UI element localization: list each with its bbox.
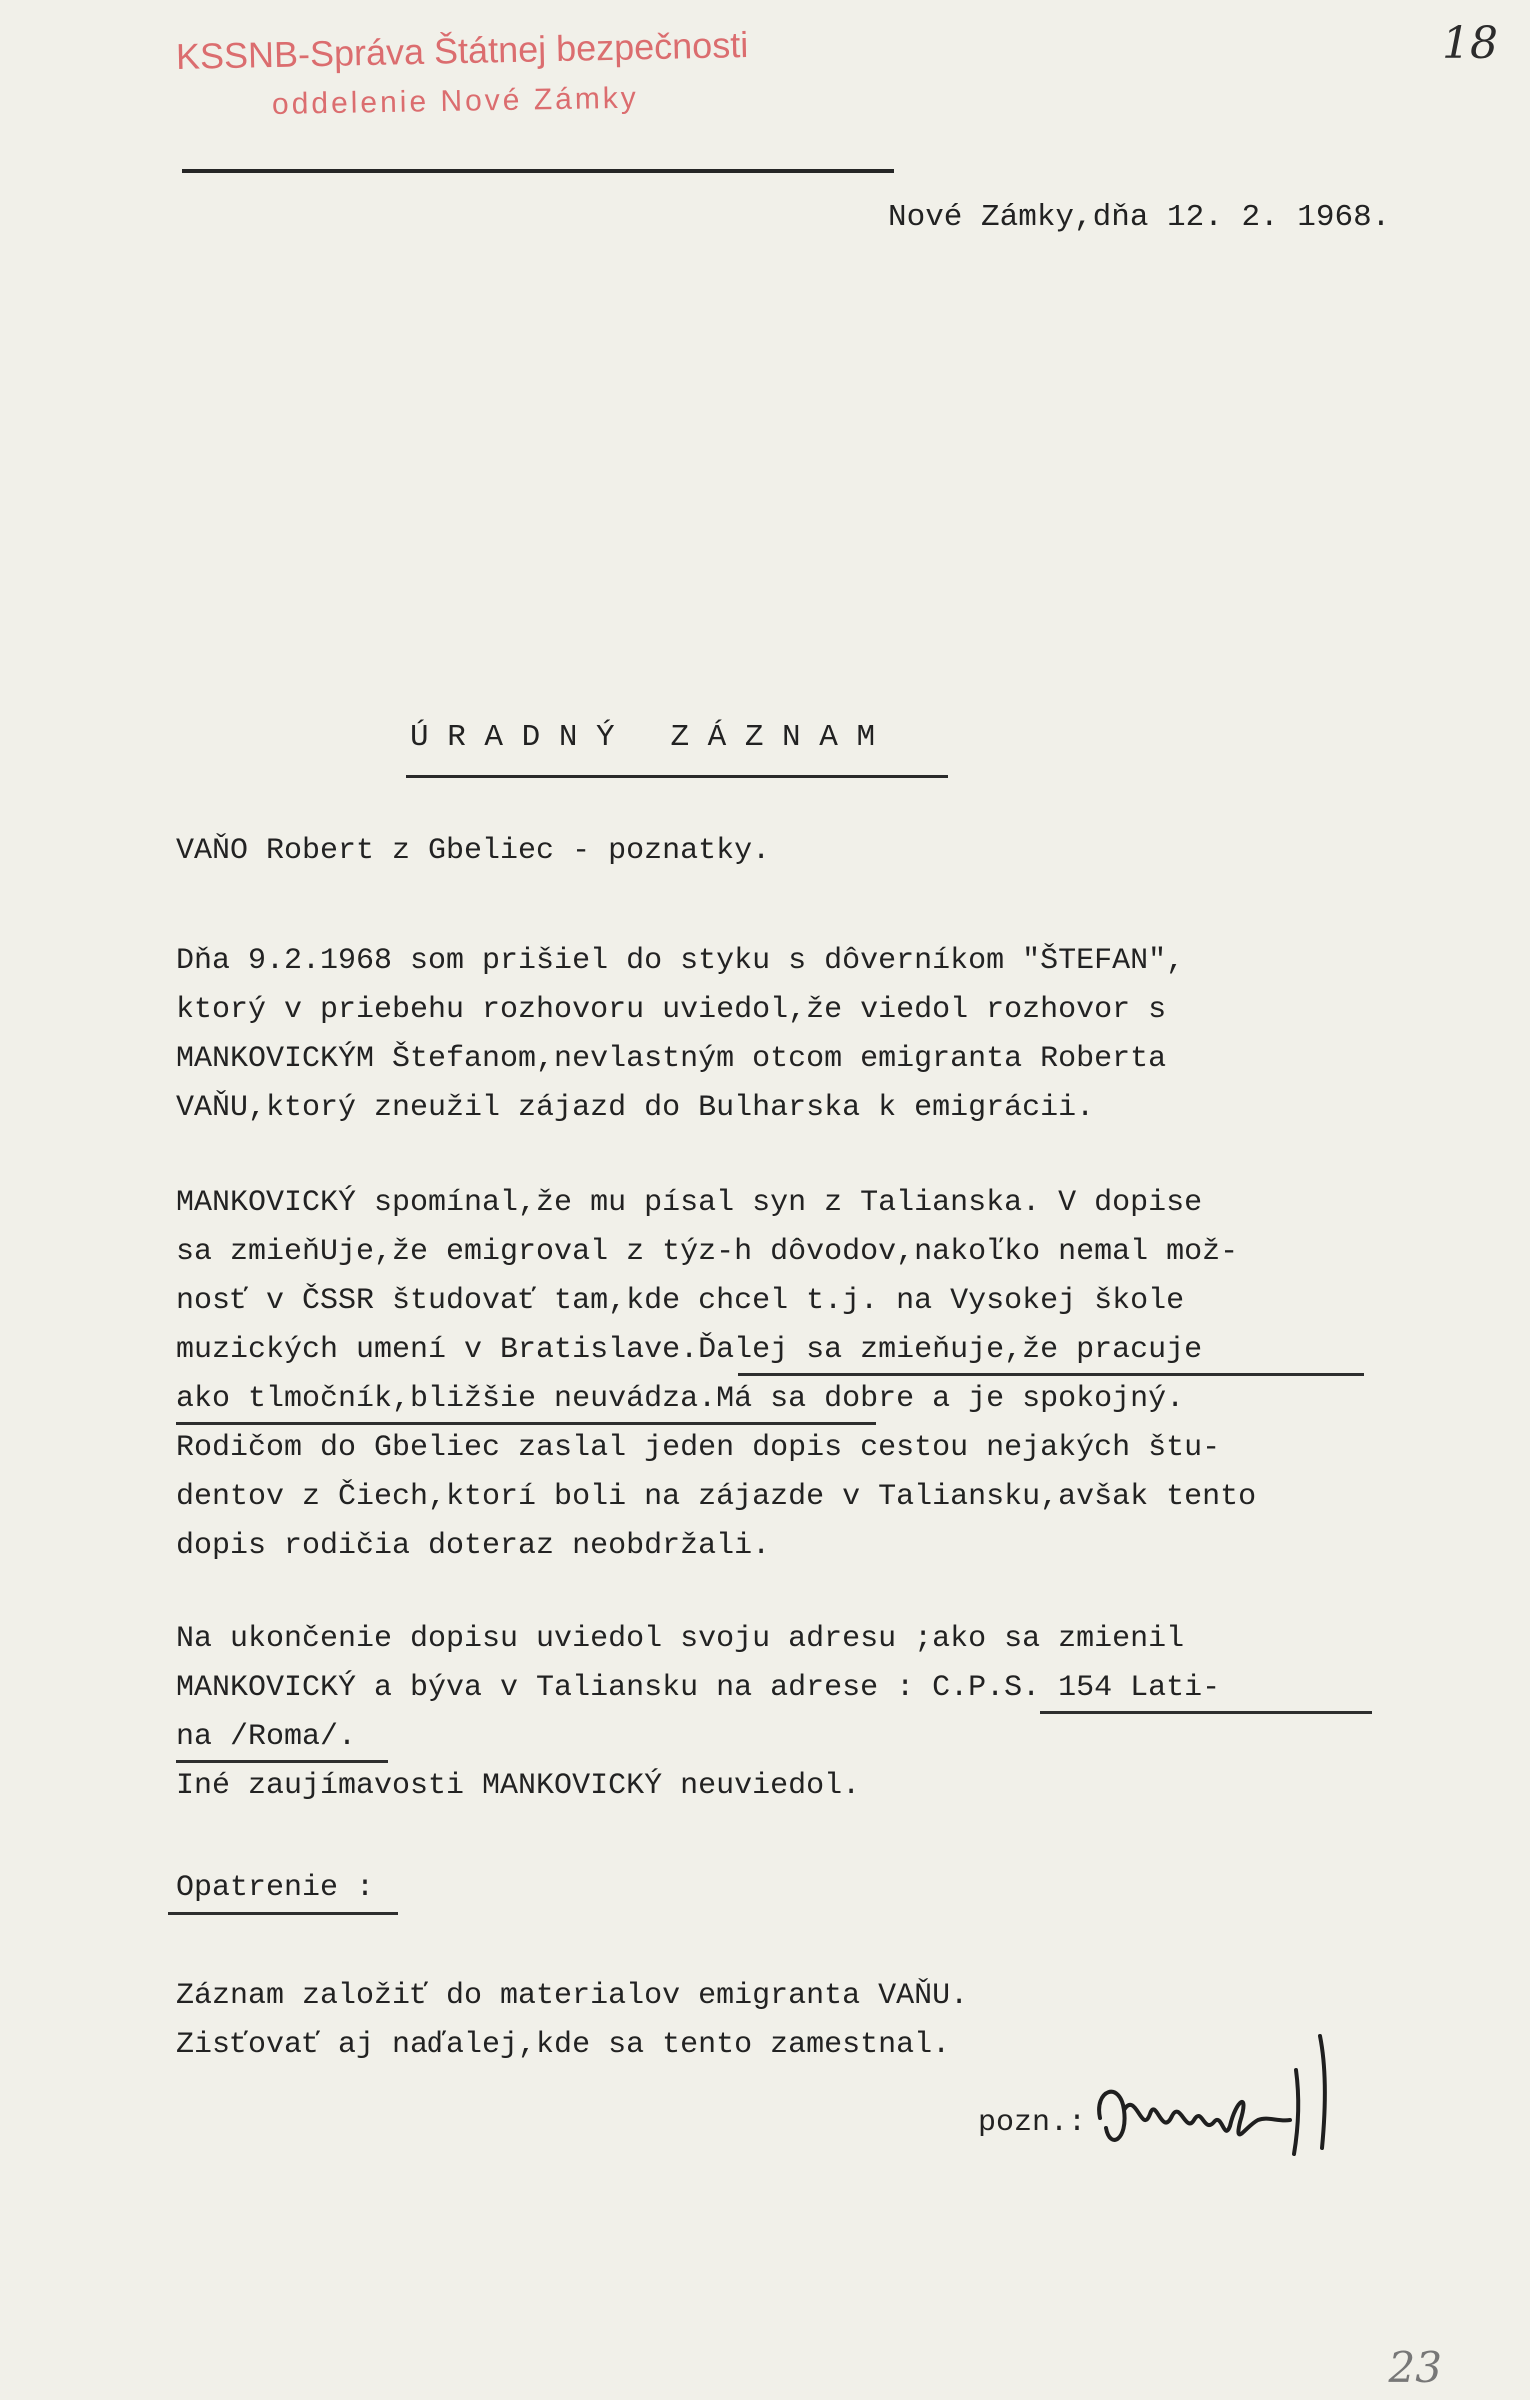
measures-label-underline	[168, 1912, 398, 1915]
paragraph-2-line: MANKOVICKÝ spomínal,že mu písal syn z Talianska. V dopise	[176, 1186, 1203, 1220]
address-underline	[1040, 1711, 1372, 1714]
measures-label: Opatrenie :	[176, 1871, 375, 1905]
paragraph-2-line: dopis rodičia doteraz neobdržali.	[176, 1529, 771, 1563]
paragraph-2-line: dentov z Čiech,ktorí boli na zájazde v Taliansku,avšak tento	[176, 1480, 1257, 1514]
address-underline	[176, 1760, 388, 1763]
paragraph-2-line: Rodičom do Gbeliec zaslal jeden dopis cestou nejakých štu-	[176, 1431, 1221, 1465]
dateline: Nové Zámky,dňa 12. 2. 1968.	[888, 200, 1391, 235]
paragraph-3-line: na /Roma/.	[176, 1720, 357, 1754]
signature-label: pozn.:	[978, 2106, 1087, 2140]
measures-line: Zisťovať aj naďalej,kde sa tento zamestnal.	[176, 2028, 951, 2062]
folio-number-top: 18	[1442, 18, 1498, 69]
hand-underline	[738, 1373, 1364, 1376]
paragraph-3-line: MANKOVICKÝ a býva v Taliansku na adrese : C.P.S. 154 Lati-	[176, 1671, 1221, 1705]
paragraph-3-line: Iné zaujímavosti MANKOVICKÝ neuviedol.	[176, 1769, 861, 1803]
paragraph-2-line: nosť v ČSSR študovať tam,kde chcel t.j. na Vysokej škole	[176, 1284, 1185, 1318]
document-heading: Ú R A D N Ý Z Á Z N A M	[410, 720, 876, 755]
paragraph-1-line: VAŇU,ktorý zneužil zájazd do Bulharska k emigrácii.	[176, 1091, 1095, 1125]
subject-line: VAŇO Robert z Gbeliec - poznatky.	[176, 834, 771, 868]
office-stamp-line-1: KSSNB-Správa Štátnej bezpečnosti	[175, 24, 749, 77]
paragraph-1-line: ktorý v priebehu rozhovoru uviedol,že viedol rozhovor s	[176, 993, 1167, 1027]
measures-line: Záznam založiť do materialov emigranta VAŇU.	[176, 1979, 969, 2013]
paragraph-1-line: MANKOVICKÝM Štefanom,nevlastným otcom emigranta Roberta	[176, 1042, 1167, 1076]
heading-underline	[406, 775, 948, 778]
paragraph-2-line: sa zmieňUje,že emigroval z týz-h dôvodov,nakoľko nemal mož-	[176, 1235, 1239, 1269]
paragraph-1-line: Dňa 9.2.1968 som prišiel do styku s dôverníkom "ŠTEFAN",	[176, 944, 1185, 978]
header-rule	[182, 169, 894, 173]
office-stamp-line-2: oddelenie Nové Zámky	[271, 81, 640, 121]
paragraph-2-line: muzických umení v Bratislave.Ďalej sa zmieňuje,že pracuje	[176, 1333, 1203, 1367]
handwritten-signature	[1090, 2030, 1370, 2180]
paragraph-2-line: ako tlmočník,bližšie neuvádza.Má sa dobre a je spokojný.	[176, 1382, 1185, 1416]
paragraph-3-line: Na ukončenie dopisu uviedol svoju adresu ;ako sa zmienil	[176, 1622, 1185, 1656]
hand-underline	[176, 1422, 876, 1425]
folio-number-bottom: 23	[1388, 2343, 1442, 2392]
